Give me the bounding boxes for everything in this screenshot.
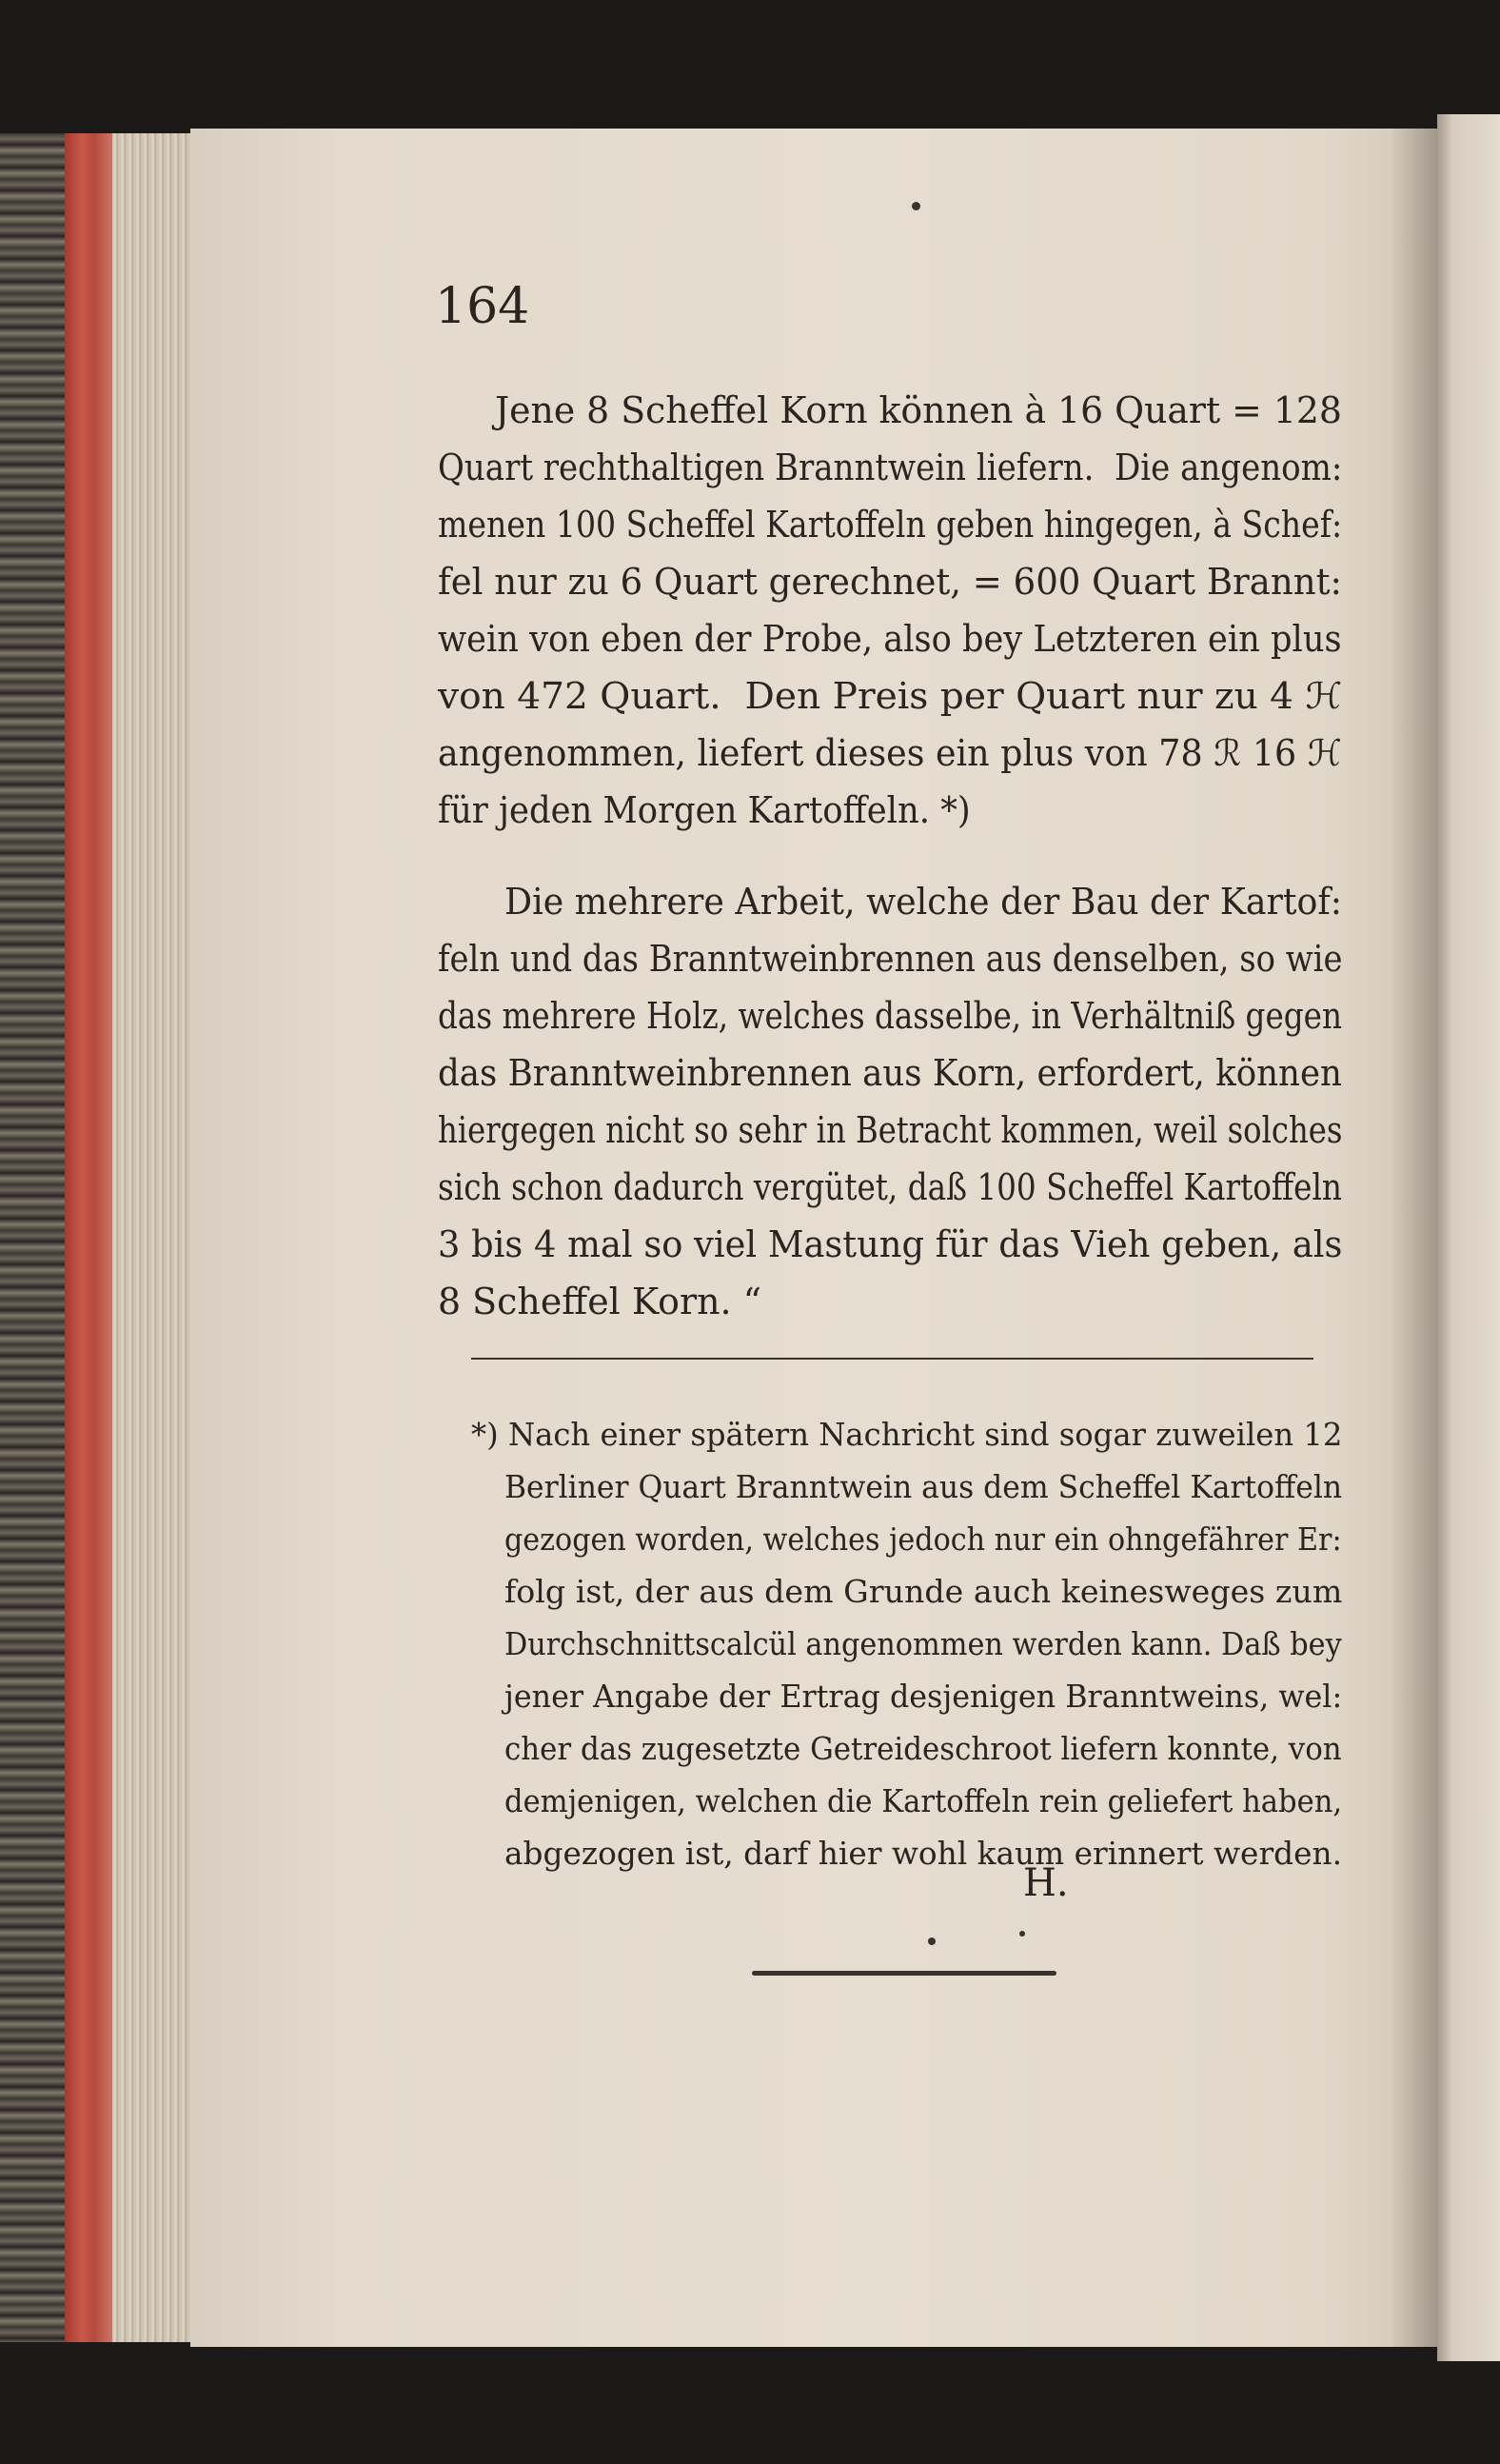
footnote-text-line: demjenigen, welchen die Kartoffeln rein geliefert haben, [504, 1782, 1343, 1819]
main-text-line: Jene 8 Scheffel Korn können à 16 Quart = 128 [495, 389, 1342, 431]
main-text-line: hiergegen nicht so sehr in Betracht kommen, weil solches [438, 1109, 1343, 1151]
footnote-text-line: abgezogen ist, darf hier wohl kaum erinnert werden. [504, 1835, 1342, 1872]
main-text-line: menen 100 Scheffel Kartoffeln geben hingegen, à Schef: [438, 504, 1343, 546]
gutter-shadow [1390, 129, 1442, 2347]
page-edge-layers [112, 133, 198, 2342]
main-text-line: wein von eben der Probe, also bey Letzteren ein plus [438, 618, 1342, 660]
main-text-line: Quart rechthaltigen Branntwein liefern. Die angenom: [438, 447, 1343, 488]
red-fore-edge [65, 133, 114, 2342]
footnote-text-line: gezogen worden, welches jedoch nur ein ohngefährer Er: [504, 1520, 1342, 1558]
main-text-line: fel nur zu 6 Quart gerechnet, = 600 Quart Brannt: [438, 561, 1342, 603]
main-text-line: von 472 Quart. Den Preis per Quart nur zu 4 ℋ [438, 675, 1343, 717]
ink-speck [912, 202, 920, 210]
main-text-line: Die mehrere Arbeit, welche der Bau der Kartof: [504, 881, 1343, 923]
footnote-text-line: cher das zugesetzte Getreideschroot liefern konnte, von [504, 1730, 1342, 1767]
ink-speck [928, 1937, 936, 1945]
main-text-line: das Branntweinbrennen aus Korn, erfordert, können [438, 1052, 1343, 1094]
facing-page-edge [1437, 114, 1500, 2361]
footnote-text-line: Berliner Quart Branntwein aus dem Scheffel Kartoffeln [504, 1468, 1343, 1505]
footnote-text-line: jener Angabe der Ertrag desjenigen Branntweins, wel: [504, 1678, 1343, 1715]
main-text-line: 3 bis 4 mal so viel Mastung für das Vieh geben, als [438, 1223, 1343, 1265]
main-text-line: 8 Scheffel Korn. “ [438, 1281, 762, 1322]
page-number: 164 [435, 278, 530, 335]
ink-speck [1019, 1931, 1025, 1937]
main-text-line: sich schon dadurch vergütet, daß 100 Scheffel Kartoffeln [438, 1166, 1342, 1208]
end-rule [752, 1971, 1056, 1976]
main-text-line: für jeden Morgen Kartoffeln. *) [438, 789, 971, 831]
main-text-line: das mehrere Holz, welches dasselbe, in Verhältniß gegen [438, 995, 1343, 1037]
book-cover-edge [0, 133, 71, 2342]
footnote-text-line: *) Nach einer spätern Nachricht sind sogar zuweilen 12 [471, 1416, 1343, 1453]
footnote-text-line: Durchschnittscalcül angenommen werden kann. Daß bey [504, 1625, 1342, 1662]
main-text-line: angenommen, liefert dieses ein plus von 78 ℛ 16 ℋ [438, 732, 1342, 774]
main-text-line: feln und das Branntweinbrennen aus denselben, so wie [438, 938, 1343, 980]
footnote-separator-rule [471, 1358, 1313, 1360]
footnote-text-line: folg ist, der aus dem Grunde auch keinesweges zum [504, 1573, 1343, 1610]
footnote-signature: H. [1023, 1861, 1069, 1905]
